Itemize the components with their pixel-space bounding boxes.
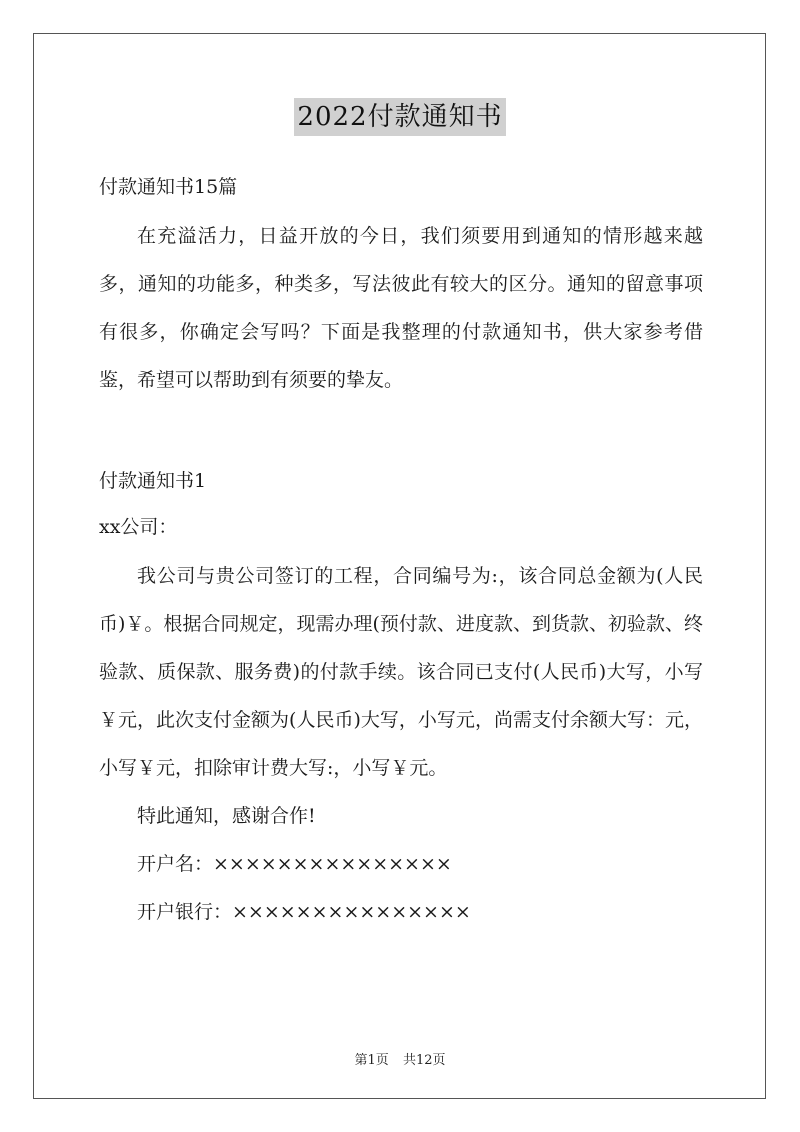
page-footer	[0, 1049, 800, 1068]
account-name-line: 开户名：×××××××××××××××	[137, 853, 452, 875]
spacer	[99, 500, 703, 508]
title-wrap	[0, 98, 800, 136]
document-title: 2022付款通知书	[294, 98, 505, 136]
document-subtitle: 付款通知书15篇	[99, 176, 238, 198]
body-paragraph: 我公司与贵公司签订的工程，合同编号为:，该合同总金额为(人民币)￥。根据合同规定，现需办理(预付款、进度款、到货款、初验款、终验款、质保款、服务费)的付款手续。该合同已支付(人民币)大写，小写￥元，此次支付金额为(人民币)大写，小写元，尚需支付余额大写：元，小写￥元，扣除审计费大写:，小写￥元。	[99, 565, 703, 779]
section-heading: 付款通知书1	[99, 470, 207, 492]
account-bank-line: 开户银行：×××××××××××××××	[137, 901, 471, 923]
page-number: 第1页	[354, 1053, 389, 1068]
closing-line: 特此通知，感谢合作!	[137, 805, 316, 827]
salutation: xx公司：	[99, 516, 178, 538]
spacer	[99, 404, 703, 462]
document-body	[99, 168, 703, 936]
intro-paragraph: 在充溢活力，日益开放的今日，我们须要用到通知的情形越来越多，通知的功能多，种类多，写法彼此有较大的区分。通知的留意事项有很多，你确定会写吗？下面是我整理的付款通知书，供大家参考借鉴，希望可以帮助到有须要的挚友。	[99, 225, 703, 391]
page-total: 共12页	[402, 1053, 446, 1068]
